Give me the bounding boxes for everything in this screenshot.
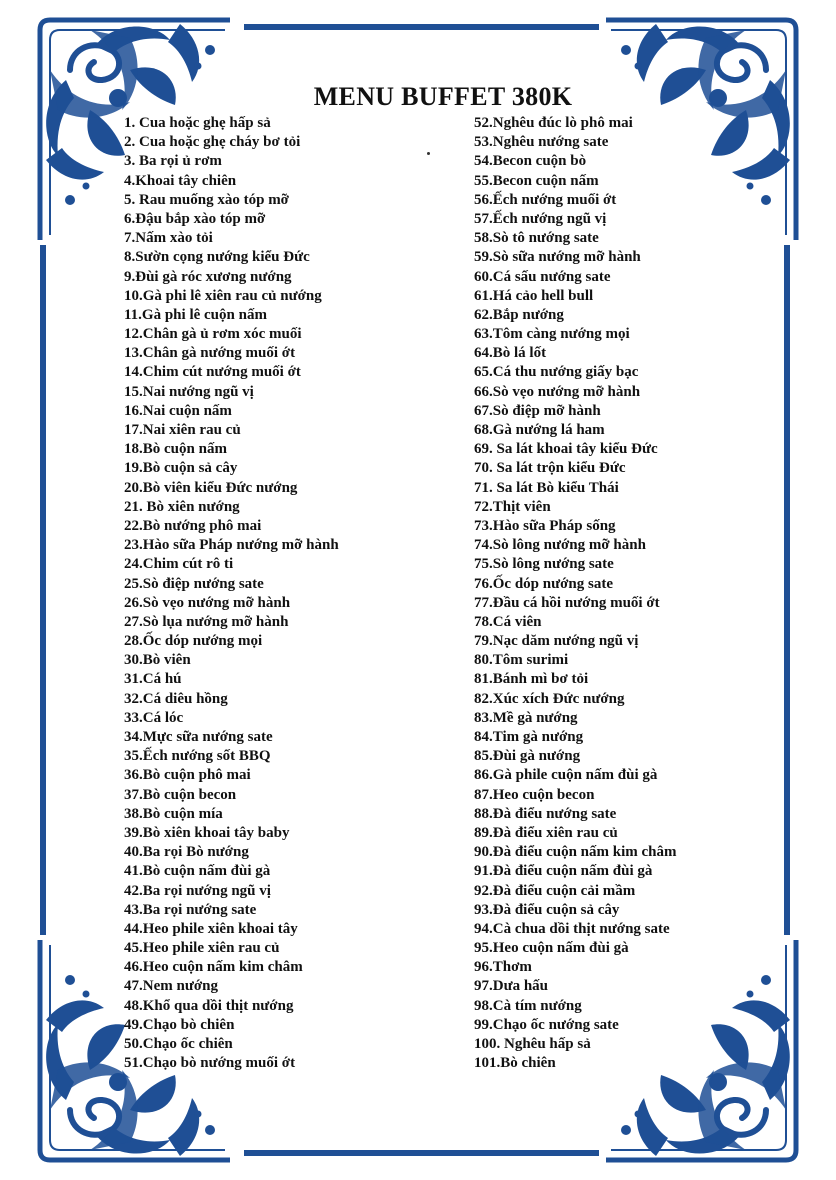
menu-item: 35.Ếch nướng sốt BBQ — [124, 748, 271, 765]
menu-item: 25.Sò điệp nướng sate — [124, 575, 264, 592]
menu-item: 36.Bò cuộn phô mai — [124, 767, 251, 784]
menu-item: 61.Há cảo hell bull — [474, 287, 594, 304]
menu-item: 95.Heo cuộn nấm đùi gà — [474, 940, 629, 957]
menu-item: 57.Ếch nướng ngũ vị — [474, 210, 607, 227]
menu-item: 6.Đậu bắp xào tóp mỡ — [124, 210, 266, 227]
menu-item: 39.Bò xiên khoai tây baby — [124, 824, 290, 841]
menu-item: 83.Mề gà nướng — [474, 709, 578, 726]
menu-item: 41.Bò cuộn nấm đùi gà — [124, 863, 271, 880]
menu-item: 65.Cá thu nướng giấy bạc — [474, 364, 639, 381]
menu-item: 31.Cá hú — [124, 671, 182, 688]
menu-item: 45.Heo phile xiên rau củ — [124, 940, 280, 957]
menu-item: 3. Ba rọi ủ rơm — [124, 153, 222, 170]
menu-item: 22.Bò nướng phô mai — [124, 517, 262, 534]
menu-item: 1. Cua hoặc ghẹ hấp sả — [124, 115, 271, 131]
menu-item: 7.Nấm xào tỏi — [124, 230, 213, 247]
menu-item: 21. Bò xiên nướng — [124, 498, 240, 515]
menu-item: 13.Chân gà nướng muối ớt — [124, 345, 296, 362]
top-border-line — [244, 24, 599, 30]
menu-item: 98.Cà tím nướng — [474, 997, 582, 1014]
menu-column-left — [124, 114, 339, 1073]
menu-item: 34.Mực sữa nướng sate — [124, 729, 273, 745]
menu-item: 64.Bò lá lốt — [474, 345, 547, 362]
menu-item: 40.Ba rọi Bò nướng — [124, 844, 249, 861]
menu-item: 77.Đầu cá hồi nướng muối ớt — [474, 594, 660, 611]
menu-item: 85.Đùi gà nướng — [474, 748, 581, 765]
menu-item: 88.Đà điểu nướng sate — [474, 805, 617, 822]
menu-item: 26.Sò vẹo nướng mỡ hành — [124, 594, 291, 611]
menu-item: 46.Heo cuộn nấm kim châm — [124, 959, 303, 976]
menu-item: 9.Đùi gà róc xương nướng — [124, 268, 292, 285]
menu-item: 28.Ốc dóp nướng mọi — [124, 633, 263, 650]
menu-item: 74.Sò lông nướng mỡ hành — [474, 537, 646, 554]
menu-item: 81.Bánh mì bơ tỏi — [474, 671, 589, 688]
menu-item: 33.Cá lóc — [124, 709, 184, 726]
menu-item: 18.Bò cuộn nấm — [124, 441, 227, 458]
menu-item: 50.Chạo ốc chiên — [124, 1036, 233, 1052]
menu-item: 86.Gà phile cuộn nấm đùi gà — [474, 767, 658, 784]
menu-item: 91.Đà điểu cuộn nấm đùi gà — [474, 863, 653, 880]
menu-item: 32.Cá diêu hồng — [124, 690, 228, 707]
menu-item: 17.Nai xiên rau củ — [124, 422, 241, 438]
menu-item: 58.Sò tô nướng sate — [474, 230, 599, 247]
menu-item: 56.Ếch nướng muối ớt — [474, 191, 617, 208]
menu-item: 60.Cá sấu nướng sate — [474, 268, 611, 285]
menu-item: 67.Sò điệp mỡ hành — [474, 402, 601, 419]
menu-item: 82.Xúc xích Đức nướng — [474, 690, 625, 707]
menu-item: 11.Gà phi lê cuộn nấm — [124, 306, 267, 323]
menu-item: 94.Cà chua dồi thịt nướng sate — [474, 920, 670, 937]
menu-item: 72.Thịt viên — [474, 498, 551, 515]
menu-item: 12.Chân gà ủ rơm xóc muối — [124, 326, 302, 343]
menu-item: 99.Chạo ốc nướng sate — [474, 1016, 619, 1033]
menu-item: 19.Bò cuộn sả cây — [124, 460, 238, 477]
menu-item: 4.Khoai tây chiên — [124, 172, 237, 189]
menu-item: 49.Chạo bò chiên — [124, 1016, 235, 1033]
menu-item: 14.Chim cút nướng muối ớt — [124, 364, 301, 381]
menu-item: 75.Sò lông nướng sate — [474, 556, 614, 573]
menu-item: 53.Nghêu nướng sate — [474, 134, 609, 151]
menu-item: 20.Bò viên kiểu Đức nướng — [124, 479, 298, 496]
menu-item: 84.Tim gà nướng — [474, 729, 584, 745]
bottom-border-line — [244, 1150, 599, 1156]
menu-item: 89.Đà điểu xiên rau củ — [474, 824, 618, 841]
menu-item: 8.Sườn cọng nướng kiểu Đức — [124, 249, 310, 266]
menu-item: 66.Sò vẹo nướng mỡ hành — [474, 383, 641, 400]
menu-item: 101.Bò chiên — [474, 1055, 556, 1072]
menu-item: 97.Dưa hấu — [474, 978, 549, 995]
menu-item: 63.Tôm càng nướng mọi — [474, 326, 630, 343]
menu-item: 37.Bò cuộn becon — [124, 786, 237, 803]
menu-title: MENU BUFFET 380K — [313, 82, 573, 111]
menu-item: 15.Nai nướng ngũ vị — [124, 383, 254, 400]
menu-item: 24.Chim cút rô ti — [124, 556, 234, 573]
menu-item: 16.Nai cuộn nấm — [124, 402, 232, 419]
stray-mark — [427, 152, 430, 155]
menu-item: 44.Heo phile xiên khoai tây — [124, 920, 298, 937]
menu-item: 70. Sa lát trộn kiểu Đức — [474, 460, 626, 477]
menu-item: 100. Nghêu hấp sả — [474, 1036, 591, 1052]
menu-item: 90.Đà điểu cuộn nấm kim châm — [474, 844, 677, 861]
menu-item: 30.Bò viên — [124, 652, 191, 669]
menu-item: 73.Hào sữa Pháp sống — [474, 517, 616, 534]
menu-item: 55.Becon cuộn nấm — [474, 172, 599, 189]
menu-item: 52.Nghêu đúc lò phô mai — [474, 115, 633, 131]
menu-item: 23.Hào sữa Pháp nướng mỡ hành — [124, 537, 339, 554]
menu-item: 80.Tôm surimi — [474, 652, 569, 669]
left-border-line — [40, 245, 46, 935]
menu-item: 79.Nạc dăm nướng ngũ vị — [474, 633, 639, 650]
menu-item: 47.Nem nướng — [124, 978, 218, 995]
menu-item: 43.Ba rọi nướng sate — [124, 901, 257, 918]
menu-item: 78.Cá viên — [474, 613, 542, 630]
menu-item: 96.Thơm — [474, 959, 532, 976]
menu-item: 71. Sa lát Bò kiểu Thái — [474, 479, 619, 496]
menu-item: 27.Sò lụa nướng mỡ hành — [124, 613, 289, 630]
menu-item: 62.Bắp nướng — [474, 306, 564, 323]
menu-item: 42.Ba rọi nướng ngũ vị — [124, 882, 271, 899]
menu-item: 48.Khổ qua dồi thịt nướng — [124, 997, 294, 1014]
menu-item: 69. Sa lát khoai tây kiểu Đức — [474, 441, 658, 458]
menu-item: 68.Gà nướng lá ham — [474, 422, 605, 438]
menu-item: 59.Sò sữa nướng mỡ hành — [474, 249, 641, 266]
menu-item: 54.Becon cuộn bò — [474, 153, 587, 170]
menu-item: 5. Rau muống xào tóp mỡ — [124, 191, 289, 208]
menu-item: 51.Chạo bò nướng muối ớt — [124, 1055, 296, 1072]
menu-item: 87.Heo cuộn becon — [474, 786, 595, 803]
menu-item: 93.Đà điểu cuộn sả cây — [474, 901, 620, 918]
menu-column-right — [474, 114, 677, 1073]
right-border-line — [784, 245, 790, 935]
menu-item: 2. Cua hoặc ghẹ cháy bơ tỏi — [124, 134, 301, 151]
menu-item: 38.Bò cuộn mía — [124, 805, 223, 822]
menu-item: 76.Ốc dóp nướng sate — [474, 575, 613, 592]
menu-item: 10.Gà phi lê xiên rau củ nướng — [124, 287, 322, 304]
menu-item: 92.Đà điểu cuộn cải mầm — [474, 882, 636, 899]
